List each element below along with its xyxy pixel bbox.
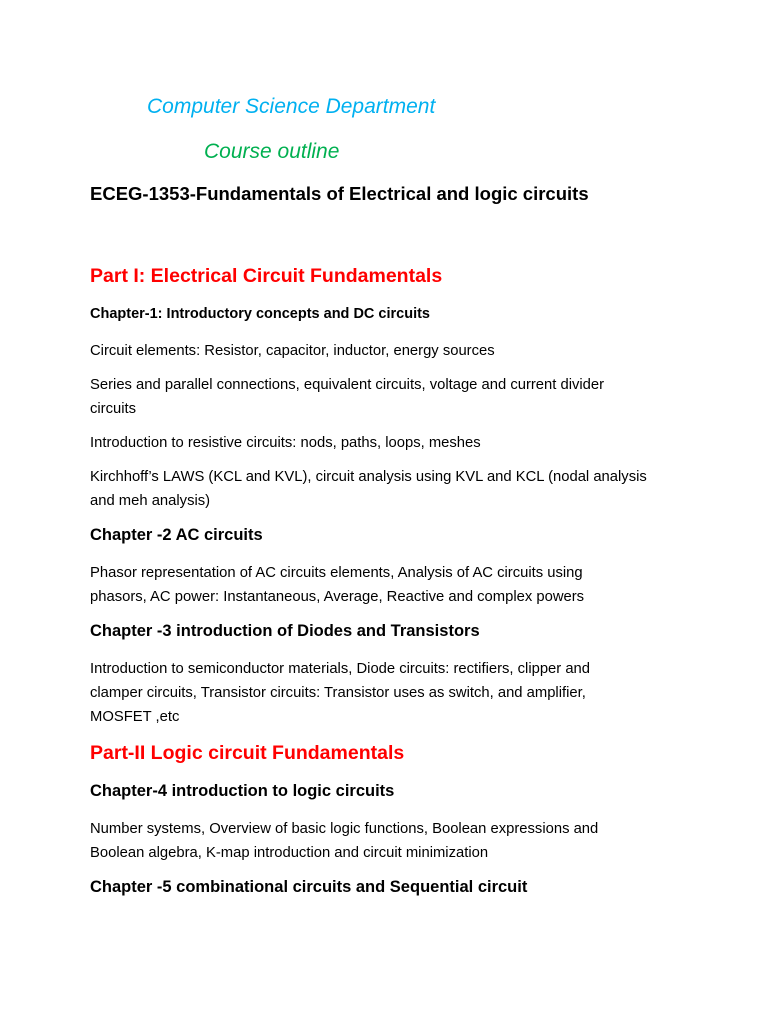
part-1-heading: Part I: Electrical Circuit Fundamentals: [90, 265, 443, 287]
text-line: Phasor representation of AC circuits elements, Analysis of AC circuits using: [90, 565, 583, 581]
chapter-1-heading: Chapter-1: Introductory concepts and DC circuits: [90, 306, 430, 322]
chapter-4-body: [90, 817, 680, 865]
text-line: phasors, AC power: Instantaneous, Average, Reactive and complex powers: [90, 589, 585, 605]
text-line: Circuit elements: Resistor, capacitor, inductor, energy sources: [90, 343, 495, 359]
chapter-1-item: [90, 431, 680, 455]
chapter-3-heading: Chapter -3 introduction of Diodes and Transistors: [90, 622, 480, 640]
text-line: MOSFET ,etc: [90, 709, 180, 725]
part-2-heading: Part-II Logic circuit Fundamentals: [90, 742, 405, 764]
chapter-2-body: [90, 561, 680, 609]
chapter-1-item: [90, 465, 680, 513]
text-line: Boolean algebra, K-map introduction and circuit minimization: [90, 845, 489, 861]
text-line: Kirchhoff’s LAWS (KCL and KVL), circuit analysis using KVL and KCL (nodal analysis: [90, 469, 647, 485]
chapter-1-item: [90, 339, 680, 363]
text-line: Introduction to resistive circuits: nods, paths, loops, meshes: [90, 435, 481, 451]
chapter-5-heading: Chapter -5 combinational circuits and Sequential circuit: [90, 878, 528, 896]
text-line: and meh analysis): [90, 493, 211, 509]
course-title: ECEG-1353-Fundamentals of Electrical and logic circuits: [90, 183, 589, 204]
text-line: Series and parallel connections, equivalent circuits, voltage and current divider: [90, 377, 605, 393]
chapter-2-heading: Chapter -2 AC circuits: [90, 526, 263, 544]
text-line: Number systems, Overview of basic logic functions, Boolean expressions and: [90, 821, 599, 837]
course-outline-title: Course outline: [204, 140, 340, 163]
department-title: Computer Science Department: [147, 95, 436, 118]
text-line: Introduction to semiconductor materials, Diode circuits: rectifiers, clipper and: [90, 661, 591, 677]
text-line: circuits: [90, 401, 137, 417]
chapter-3-body: [90, 657, 680, 729]
text-line: clamper circuits, Transistor circuits: Transistor uses as switch, and amplifier,: [90, 685, 586, 701]
chapter-1-item: [90, 373, 680, 421]
chapter-4-heading: Chapter-4 introduction to logic circuits: [90, 782, 395, 800]
